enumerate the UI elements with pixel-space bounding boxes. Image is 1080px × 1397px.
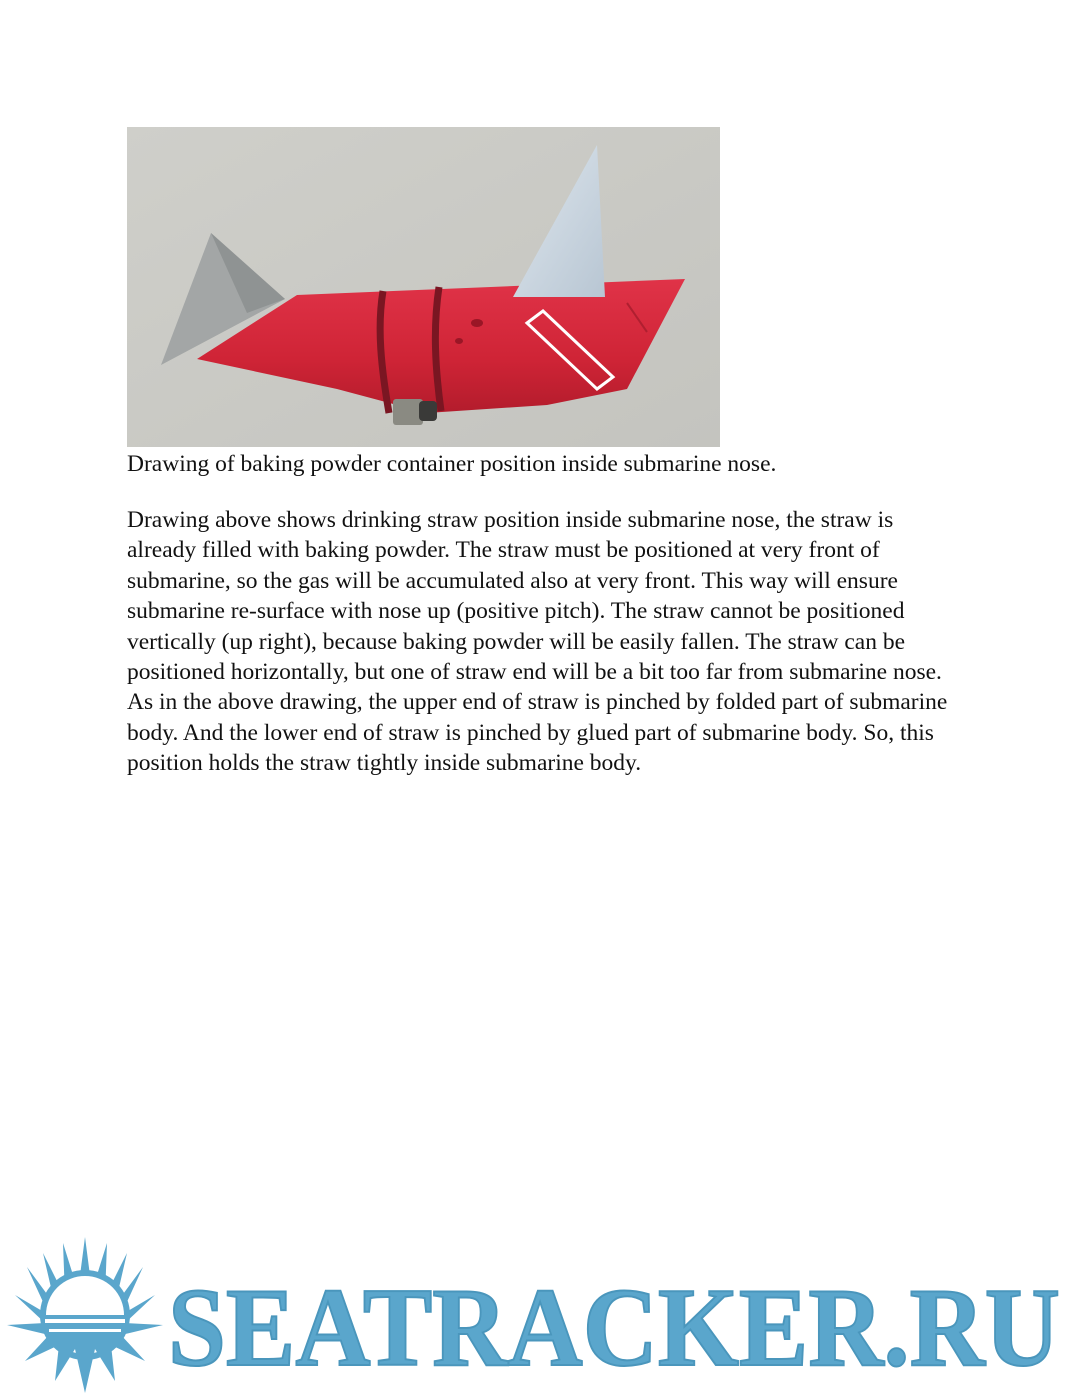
seatracker-watermark [0, 1235, 1080, 1397]
submarine-photo [127, 127, 720, 447]
weight-nut [393, 399, 423, 425]
paragraph: Drawing above shows drinking straw position inside submarine nose, the straw is already filled with baking powder. The straw must be positioned at very front of submarine, so the gas will be accumulated also at very front. This way will ensure submarine re-surface with nose up (positive pitch). The straw cannot be positioned vertically (up right), because baking powder will be easily fallen. The straw can be positioned horizontally, but one of straw end will be a bit too far from submarine nose. [127, 507, 942, 686]
watermark-text: SEATRACKER.RU [168, 1266, 1060, 1390]
paragraph: As in the above drawing, the upper end of straw is pinched by folded part of submarine body. And the lower end of straw is pinched by glued part of submarine body. So, this position holds the straw tightly inside submarine body. [127, 689, 948, 777]
sun-logo-icon [7, 1237, 163, 1393]
figure-caption: Drawing of baking powder container position inside submarine nose. [127, 451, 777, 477]
body-text [127, 505, 957, 779]
